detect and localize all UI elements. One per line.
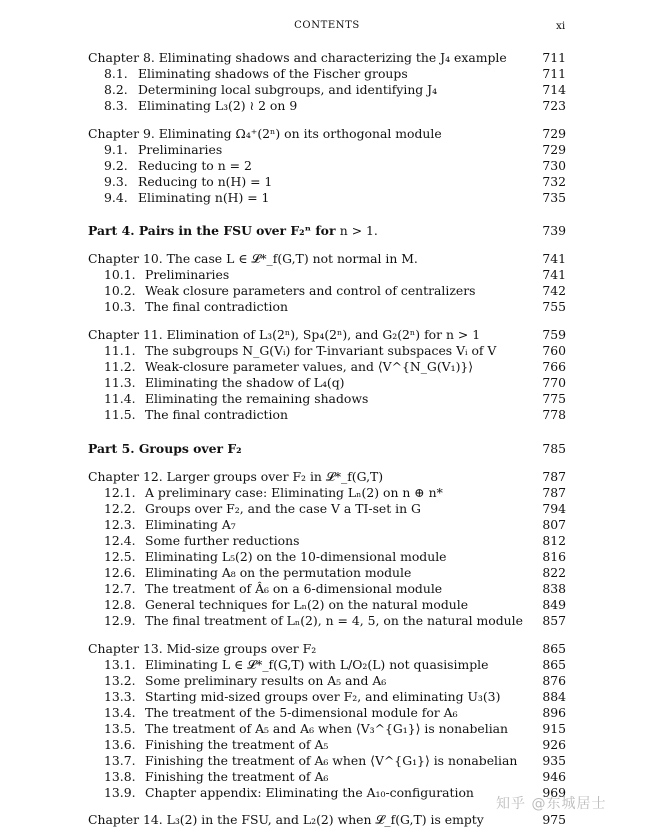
toc-page-number: 770 bbox=[542, 375, 566, 390]
toc-entry-title: The treatment of A₅ and A₆ when ⟨V₃^{G₁}⟩ is nonabelian bbox=[145, 721, 509, 736]
toc-section-entry bbox=[0, 517, 654, 533]
toc-section-number: 9.4. bbox=[104, 190, 128, 205]
toc-section-entry bbox=[0, 549, 654, 565]
toc-page-number: 794 bbox=[542, 501, 566, 516]
toc-entry-title: The final contradiction bbox=[145, 299, 288, 314]
toc-page-number: 787 bbox=[542, 469, 566, 484]
toc-page-number: 865 bbox=[542, 641, 566, 656]
toc-section-entry bbox=[0, 359, 654, 375]
toc-section-number: 11.4. bbox=[104, 391, 136, 406]
toc-entry-title: Chapter appendix: Eliminating the A₁₀-configuration bbox=[145, 785, 474, 800]
toc-entry-title: Eliminating L₃(2) ≀ 2 on 9 bbox=[138, 98, 298, 113]
toc-section-number: 9.2. bbox=[104, 158, 128, 173]
toc-page-number: 785 bbox=[542, 441, 566, 456]
toc-page-number: 778 bbox=[542, 407, 566, 422]
toc-section-entry bbox=[0, 673, 654, 689]
toc-page-number: 755 bbox=[542, 299, 566, 314]
toc-section-entry bbox=[0, 705, 654, 721]
toc-page-number: 735 bbox=[542, 190, 566, 205]
toc-section-number: 12.1. bbox=[104, 485, 136, 500]
toc-section-entry bbox=[0, 343, 654, 359]
toc-section-entry bbox=[0, 66, 654, 82]
toc-section-number: 12.8. bbox=[104, 597, 136, 612]
toc-entry-title: Some preliminary results on A₅ and A₆ bbox=[145, 673, 387, 688]
toc-page-number: 822 bbox=[542, 565, 566, 580]
toc-section-entry bbox=[0, 158, 654, 174]
toc-section-entry bbox=[0, 689, 654, 705]
toc-page-number: 723 bbox=[542, 98, 566, 113]
toc-section-entry bbox=[0, 283, 654, 299]
toc-section-number: 13.1. bbox=[104, 657, 136, 672]
toc-chapter-entry bbox=[0, 812, 654, 828]
toc-page-number: 969 bbox=[542, 785, 566, 800]
toc-section-entry bbox=[0, 267, 654, 283]
toc-entry-title: Eliminating the shadow of L₄(q) bbox=[145, 375, 345, 390]
toc-entry-title: Chapter 12. Larger groups over F₂ in 𝓛*_f(G,T) bbox=[88, 469, 384, 484]
toc-section-entry bbox=[0, 174, 654, 190]
toc-page-number: 865 bbox=[542, 657, 566, 672]
watermark: 知乎 @东城居士 bbox=[496, 796, 607, 812]
toc-page-number: 730 bbox=[542, 158, 566, 173]
toc-page-number: 711 bbox=[542, 50, 566, 65]
toc-chapter-entry bbox=[0, 327, 654, 343]
toc-page-number: 946 bbox=[542, 769, 566, 784]
toc-entry-title: Finishing the treatment of A₆ bbox=[145, 769, 329, 784]
toc-section-number: 13.3. bbox=[104, 689, 136, 704]
toc-section-number: 10.1. bbox=[104, 267, 136, 282]
toc-entry-title: Groups over F₂, and the case V a TI-set in G bbox=[145, 501, 421, 516]
toc-entry-title: The subgroups N_G(Vᵢ) for T-invariant subspaces Vᵢ of V bbox=[145, 343, 497, 358]
toc-page-number: 775 bbox=[542, 391, 566, 406]
toc-page-number: 849 bbox=[542, 597, 566, 612]
toc-page-number: 876 bbox=[542, 673, 566, 688]
toc-page-number: 896 bbox=[542, 705, 566, 720]
toc-section-number: 13.9. bbox=[104, 785, 136, 800]
toc-section-entry bbox=[0, 769, 654, 785]
running-header-title: CONTENTS bbox=[294, 20, 360, 31]
toc-entry-title: Finishing the treatment of A₆ when ⟨V^{G₁}⟩ is nonabelian bbox=[145, 753, 518, 768]
toc-section-number: 12.7. bbox=[104, 581, 136, 596]
toc-section-entry bbox=[0, 485, 654, 501]
toc-page-number: 732 bbox=[542, 174, 566, 189]
toc-entry-title: Chapter 13. Mid-size groups over F₂ bbox=[88, 641, 317, 656]
toc-section-entry bbox=[0, 299, 654, 315]
toc-entry-title: General techniques for Lₙ(2) on the natural module bbox=[145, 597, 469, 612]
running-header-page-number: xi bbox=[556, 20, 566, 32]
toc-entry-title: Weak closure parameters and control of centralizers bbox=[145, 283, 476, 298]
toc-page-number: 760 bbox=[542, 343, 566, 358]
toc-page-number: 729 bbox=[542, 142, 566, 157]
toc-chapter-entry bbox=[0, 126, 654, 142]
toc-entry-title: Chapter 9. Eliminating Ω₄⁺(2ⁿ) on its orthogonal module bbox=[88, 126, 442, 141]
toc-section-entry bbox=[0, 613, 654, 629]
toc-chapter-entry bbox=[0, 641, 654, 657]
toc-page-number: 935 bbox=[542, 753, 566, 768]
toc-section-entry bbox=[0, 533, 654, 549]
toc-entry-title: Some further reductions bbox=[145, 533, 300, 548]
toc-page-number: 838 bbox=[542, 581, 566, 596]
toc-section-number: 10.2. bbox=[104, 283, 136, 298]
toc-page-number: 711 bbox=[542, 66, 566, 81]
toc-section-entry bbox=[0, 375, 654, 391]
toc-section-entry bbox=[0, 581, 654, 597]
toc-section-number: 8.3. bbox=[104, 98, 128, 113]
toc-section-number: 9.3. bbox=[104, 174, 128, 189]
toc-page-number: 729 bbox=[542, 126, 566, 141]
toc-entry-title: Reducing to n(H) = 1 bbox=[138, 174, 273, 189]
toc-section-number: 13.6. bbox=[104, 737, 136, 752]
toc-page-number: 759 bbox=[542, 327, 566, 342]
toc-page-number: 884 bbox=[542, 689, 566, 704]
toc-entry-title: Weak-closure parameter values, and ⟨V^{N_G(V₁)}⟩ bbox=[145, 359, 474, 374]
toc-page-number: 926 bbox=[542, 737, 566, 752]
toc-section-number: 12.6. bbox=[104, 565, 136, 580]
toc-entry-title: Eliminating A₇ bbox=[145, 517, 236, 532]
toc-section-entry bbox=[0, 391, 654, 407]
toc-section-entry bbox=[0, 565, 654, 581]
toc-entry-title: Finishing the treatment of A₅ bbox=[145, 737, 329, 752]
toc-section-number: 12.4. bbox=[104, 533, 136, 548]
toc-section-entry bbox=[0, 82, 654, 98]
toc-chapter-entry bbox=[0, 50, 654, 66]
toc-entry-title: Chapter 11. Elimination of L₃(2ⁿ), Sp₄(2ⁿ), and G₂(2ⁿ) for n > 1 bbox=[88, 327, 481, 342]
toc-entry-title: The treatment of Â₆ on a 6-dimensional module bbox=[145, 581, 443, 596]
toc-entry-title: Part 5. Groups over F₂ bbox=[88, 441, 242, 456]
toc-page-number: 741 bbox=[542, 251, 566, 266]
toc-page-number: 857 bbox=[542, 613, 566, 628]
toc-section-number: 13.2. bbox=[104, 673, 136, 688]
toc-page-number: 787 bbox=[542, 485, 566, 500]
toc-page-number: 812 bbox=[542, 533, 566, 548]
toc-entry-title: A preliminary case: Eliminating Lₙ(2) on n ⊕ n* bbox=[145, 485, 443, 500]
toc-page-number: 816 bbox=[542, 549, 566, 564]
toc-section-entry bbox=[0, 501, 654, 517]
toc-section-number: 11.3. bbox=[104, 375, 136, 390]
toc-section-number: 12.5. bbox=[104, 549, 136, 564]
toc-section-number: 8.2. bbox=[104, 82, 128, 97]
toc-section-entry bbox=[0, 597, 654, 613]
toc-entry-title: The treatment of the 5-dimensional module for A₆ bbox=[145, 705, 458, 720]
toc-section-number: 13.7. bbox=[104, 753, 136, 768]
toc-section-entry bbox=[0, 737, 654, 753]
toc-page-number: 766 bbox=[542, 359, 566, 374]
toc-section-number: 10.3. bbox=[104, 299, 136, 314]
toc-part-title-suffix: n > 1. bbox=[339, 223, 378, 238]
toc-section-entry bbox=[0, 753, 654, 769]
toc-entry-title: Eliminating the remaining shadows bbox=[145, 391, 369, 406]
toc-section-number: 8.1. bbox=[104, 66, 128, 81]
toc-page-number: 807 bbox=[542, 517, 566, 532]
toc-entry-title: Part 4. Pairs in the FSU over F₂ⁿ for n > 1. bbox=[88, 223, 378, 238]
toc-section-entry bbox=[0, 142, 654, 158]
toc-section-entry bbox=[0, 407, 654, 423]
toc-entry-title: Eliminating n(H) = 1 bbox=[138, 190, 270, 205]
toc-section-entry bbox=[0, 721, 654, 737]
toc-entry-title: Preliminaries bbox=[138, 142, 223, 157]
toc-entry-title: Eliminating L₅(2) on the 10-dimensional module bbox=[145, 549, 447, 564]
toc-entry-title: Reducing to n = 2 bbox=[138, 158, 252, 173]
toc-page-number: 714 bbox=[542, 82, 566, 97]
toc-chapter-entry bbox=[0, 469, 654, 485]
toc-page-number: 739 bbox=[542, 223, 566, 238]
toc-entry-title: Eliminating A₈ on the permutation module bbox=[145, 565, 412, 580]
toc-entry-title: Starting mid-sized groups over F₂, and eliminating U₃(3) bbox=[145, 689, 501, 704]
toc-entry-title: Eliminating L ∈ 𝓛*_f(G,T) with L/O₂(L) not quasisimple bbox=[145, 657, 489, 672]
toc-section-number: 12.9. bbox=[104, 613, 136, 628]
toc-page-number: 915 bbox=[542, 721, 566, 736]
toc-section-number: 11.5. bbox=[104, 407, 136, 422]
toc-entry-title: Chapter 14. L₃(2) in the FSU, and L₂(2) when 𝓛_f(G,T) is empty bbox=[88, 812, 484, 827]
toc-entry-title: Eliminating shadows of the Fischer groups bbox=[138, 66, 408, 81]
toc-chapter-entry bbox=[0, 251, 654, 267]
toc-section-number: 11.1. bbox=[104, 343, 136, 358]
toc-entry-title: Determining local subgroups, and identifying J₄ bbox=[138, 82, 438, 97]
toc-section-entry bbox=[0, 190, 654, 206]
toc-part-entry bbox=[0, 441, 654, 457]
toc-page-number: 975 bbox=[542, 812, 566, 827]
toc-entry-title: The final treatment of Lₙ(2), n = 4, 5, on the natural module bbox=[145, 613, 523, 628]
toc-part-entry bbox=[0, 223, 654, 239]
toc-entry-title: The final contradiction bbox=[145, 407, 288, 422]
toc-section-entry bbox=[0, 657, 654, 673]
toc-page-number: 742 bbox=[542, 283, 566, 298]
toc-entry-title: Chapter 10. The case L ∈ 𝓛*_f(G,T) not normal in M. bbox=[88, 251, 418, 266]
toc-section-number: 9.1. bbox=[104, 142, 128, 157]
toc-page-number: 741 bbox=[542, 267, 566, 282]
toc-section-number: 13.5. bbox=[104, 721, 136, 736]
toc-section-number: 13.8. bbox=[104, 769, 136, 784]
toc-entry-title: Preliminaries bbox=[145, 267, 230, 282]
toc-section-number: 13.4. bbox=[104, 705, 136, 720]
toc-entry-title: Chapter 8. Eliminating shadows and characterizing the J₄ example bbox=[88, 50, 507, 65]
toc-section-number: 11.2. bbox=[104, 359, 136, 374]
toc-section-entry bbox=[0, 98, 654, 114]
toc-section-number: 12.3. bbox=[104, 517, 136, 532]
toc-section-number: 12.2. bbox=[104, 501, 136, 516]
